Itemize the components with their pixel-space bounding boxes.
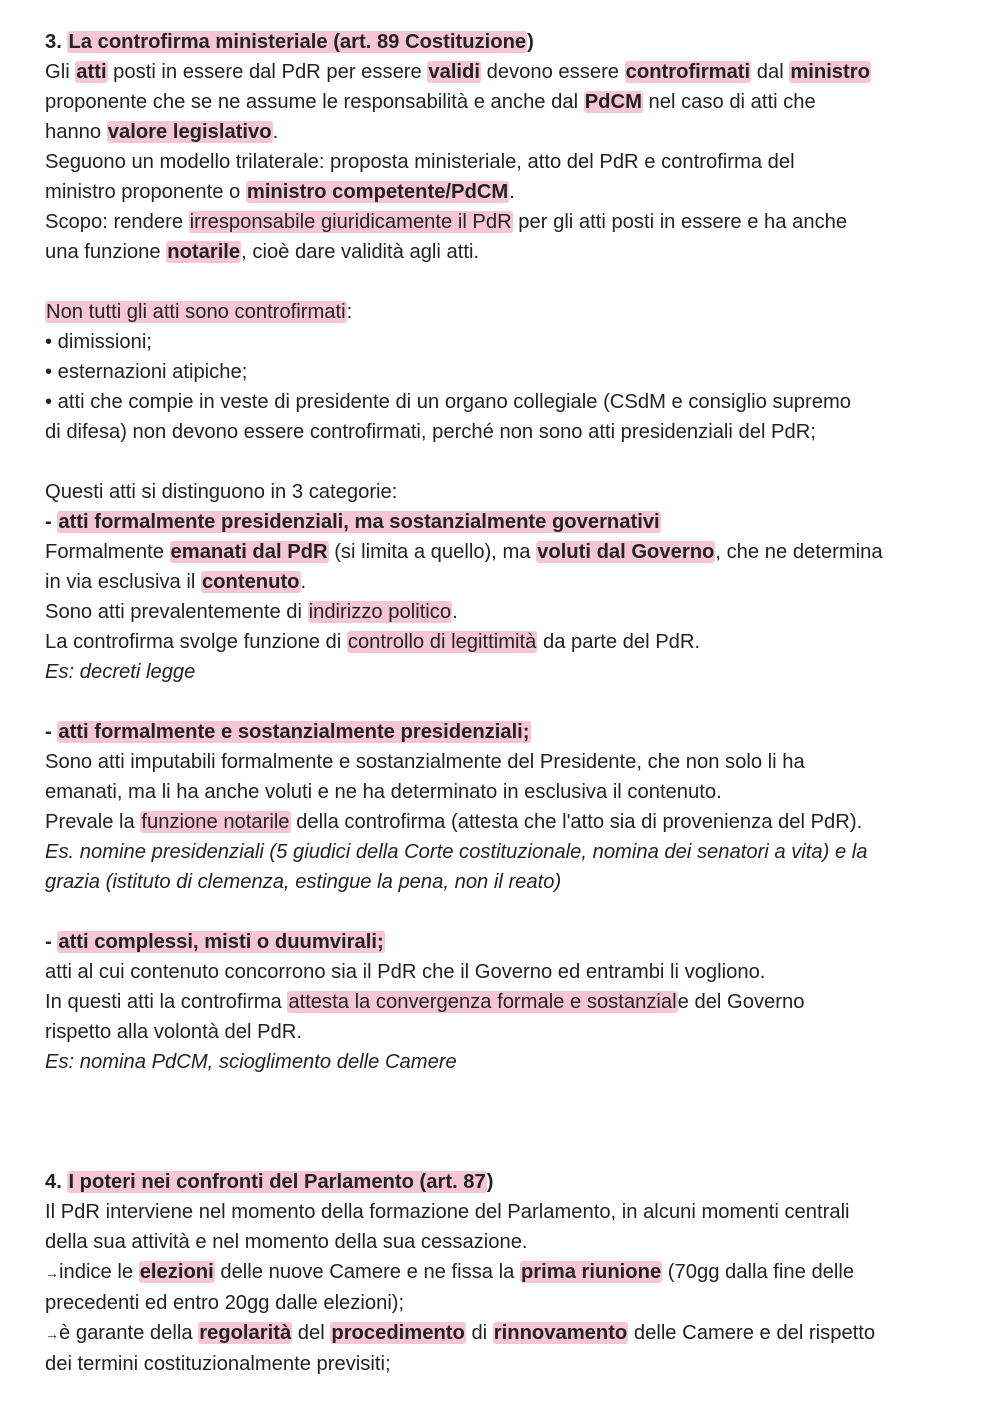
category-3-title: - atti complessi, misti o duumvirali; <box>45 931 384 953</box>
list-item: • dimissioni; <box>45 331 152 353</box>
highlight: ministro competente/PdCM <box>246 181 509 203</box>
paragraph-line: Seguono un modello trilaterale: proposta ministeriale, atto del PdR e controfirma del <box>45 151 795 173</box>
paragraph-line: ministro proponente o ministro competente/PdCM. <box>45 181 515 203</box>
highlight: controfirmati <box>625 61 751 83</box>
right-arrow-icon: → <box>45 1265 59 1281</box>
highlight: PdCM <box>584 91 642 113</box>
section-3-heading <box>45 27 965 57</box>
paragraph-line: in via esclusiva il contenuto. <box>45 571 307 593</box>
paragraph-line: Questi atti si distinguono in 3 categorie: <box>45 481 398 503</box>
spacer <box>45 267 965 297</box>
paragraph-line: atti al cui contenuto concorrono sia il PdR che il Governo ed entrambi li vogliono. <box>45 961 766 983</box>
paragraph-line: della sua attività e nel momento della sua cessazione. <box>45 1231 528 1253</box>
highlight: prima riunione <box>520 1261 662 1283</box>
list-item: • atti che compie in veste di presidente di un organo collegiale (CSdM e consiglio supremo <box>45 391 852 413</box>
section-4-heading <box>45 1167 965 1197</box>
arrow-item: →è garante della regolarità del procedimento di rinnovamento delle Camere e del rispetto <box>45 1322 876 1344</box>
highlight: emanati dal PdR <box>170 541 328 563</box>
highlight: controllo di legittimità <box>347 631 537 653</box>
paragraph-line: una funzione notarile, cioè dare validità agli atti. <box>45 241 480 263</box>
highlight: voluti dal Governo <box>537 541 715 563</box>
highlight: atti formalmente e sostanzialmente presidenziali; <box>58 721 530 743</box>
category-2-title: - atti formalmente e sostanzialmente presidenziali; <box>45 721 530 743</box>
highlight: contenuto <box>201 571 300 593</box>
highlight: indirizzo politico <box>308 601 452 623</box>
highlight: rinnovamento <box>493 1322 628 1344</box>
paragraph-line: Non tutti gli atti sono controfirmati: <box>46 301 353 323</box>
spacer <box>45 1077 965 1167</box>
highlight: regolarità <box>199 1322 292 1344</box>
paragraph-line: Formalmente emanati dal PdR (si limita a quello), ma voluti dal Governo, che ne determina <box>45 541 883 563</box>
section-title-highlight: La controfirma ministeriale (art. 89 Costituzione <box>68 31 527 53</box>
right-arrow-icon: → <box>45 1326 59 1342</box>
highlight: ministro <box>790 61 870 83</box>
highlight: atti formalmente presidenziali, ma sostanzialmente governativi <box>58 511 660 533</box>
highlight: attesta la convergenza formale e sostanzial <box>288 991 677 1013</box>
paragraph-line: precedenti ed entro 20gg dalle elezioni); <box>45 1292 405 1314</box>
highlight: atti complessi, misti o duumvirali; <box>58 931 384 953</box>
highlight: irresponsabile giuridicamente il PdR <box>189 211 512 233</box>
example-line: Es: decreti legge <box>45 661 196 683</box>
section-title-close: ) <box>527 31 534 53</box>
highlight: notarile <box>167 241 241 263</box>
category-1-title: - atti formalmente presidenziali, ma sostanzialmente governativi <box>45 511 660 533</box>
highlight: atti <box>76 61 107 83</box>
example-line: Es: nomina PdCM, scioglimento delle Camere <box>45 1051 457 1073</box>
paragraph-line: Sono atti prevalentemente di indirizzo politico. <box>45 601 458 623</box>
paragraph-line: dei termini costituzionalmente previsiti; <box>45 1353 391 1375</box>
paragraph-line: Il PdR interviene nel momento della formazione del Parlamento, in alcuni momenti centrali <box>45 1201 850 1223</box>
paragraph-line: In questi atti la controfirma attesta la convergenza formale e sostanziale del Governo <box>45 991 805 1013</box>
example-line: grazia (istituto di clemenza, estingue la pena, non il reato) <box>45 871 562 893</box>
section-title-close: ) <box>486 1171 494 1193</box>
section-title-highlight: I poteri nei confronti del Parlamento (art. 87 <box>68 1171 486 1193</box>
highlight: procedimento <box>331 1322 465 1344</box>
paragraph-line: rispetto alla volontà del PdR. <box>45 1021 302 1043</box>
paragraph-line: proponente che se ne assume le responsabilità e anche dal PdCM nel caso di atti che <box>45 91 816 113</box>
section-number: 3. <box>45 31 68 53</box>
list-item-continuation: di difesa) non devono essere controfirmati, perché non sono atti presidenziali del PdR; <box>45 421 816 443</box>
paragraph-line: Prevale la funzione notarile della controfirma (attesta che l'atto sia di provenienza del PdR). <box>45 811 863 833</box>
list-item: • esternazioni atipiche; <box>45 361 248 383</box>
example-line: Es. nomine presidenziali (5 giudici della Corte costituzionale, nomina dei senatori a vita) e la <box>45 841 868 863</box>
paragraph-line: emanati, ma li ha anche voluti e ne ha determinato in esclusiva il contenuto. <box>45 781 722 803</box>
highlight: valore legislativo <box>107 121 272 143</box>
paragraph-line: Gli atti posti in essere dal PdR per essere validi devono essere controfirmati dal ministro <box>45 61 870 83</box>
spacer <box>45 897 965 927</box>
paragraph-line: La controfirma svolge funzione di controllo di legittimità da parte del PdR. <box>45 631 701 653</box>
paragraph-line: Scopo: rendere irresponsabile giuridicamente il PdR per gli atti posti in essere e ha anche <box>45 211 848 233</box>
paragraph-line: hanno valore legislativo. <box>45 121 279 143</box>
document-page <box>45 27 965 1379</box>
highlight: validi <box>428 61 480 83</box>
highlight: funzione notarile <box>141 811 290 833</box>
highlight: elezioni <box>139 1261 214 1283</box>
paragraph-line: Sono atti imputabili formalmente e sostanzialmente del Presidente, che non solo li ha <box>45 751 805 773</box>
spacer <box>45 687 965 717</box>
arrow-item: →indice le elezioni delle nuove Camere e ne fissa la prima riunione (70gg dalla fine delle <box>45 1261 855 1283</box>
highlight: Non tutti gli atti sono controfirmati <box>46 301 346 323</box>
section-number: 4. <box>45 1171 68 1193</box>
spacer <box>45 447 965 477</box>
